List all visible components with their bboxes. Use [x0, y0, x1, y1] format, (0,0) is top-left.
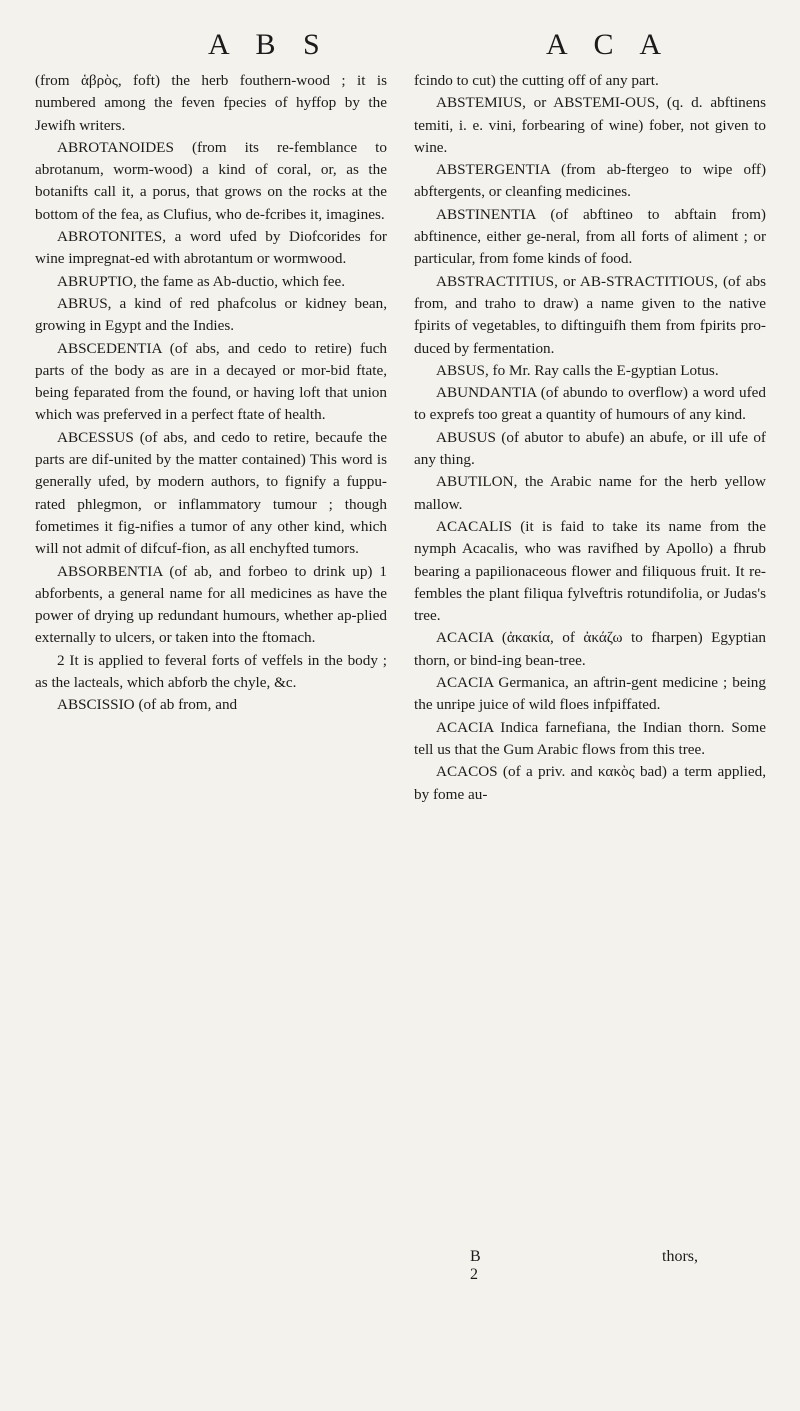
entry: ACACALIS (it is faid to take its name from the nymph Acacalis, who was ravifhed by Apollo) a fhrub bearing a papilionaceous flower and filiquous fruit. It re-fembles the plant filiqua fylveftris rotundifolia, or Judas's tree.: [414, 517, 766, 625]
entry: fcindo to cut) the cutting off of any part.: [414, 72, 659, 89]
entry: ABSTINENTIA (of abftineo to abftain from) abftinence, either ge-neral, from all forts of aliment ; or particular, from fome kinds of food.: [414, 205, 766, 268]
entry: ABSCISSIO (of ab from, and: [57, 696, 238, 714]
entry: ABROTANOIDES (from its re-femblance to abrotanum, worm-wood) a kind of coral, or, as the botanifts call it, a porus, that grows on the rocks at the bottom of the fea, as Clufius, who de-fcribes it, imagines.: [35, 138, 387, 223]
entry: 2 It is applied to feveral forts of veffels in the body ; as the lacteals, which abforb the chyle, &c.: [35, 651, 387, 692]
entry: ABSORBENTIA (of ab, and forbeo to drink up) 1 abforbents, a general name for all medicines as have the power of drying up redundant humours, whether ap-plied externally to ulcers, or taken into the ftomach.: [35, 562, 387, 647]
running-head-right: A C A: [546, 28, 672, 61]
entry: ABUNDANTIA (of abundo to overflow) a word ufed to exprefs too great a quantity of humours of any kind.: [414, 384, 766, 424]
entry: ABRUPTIO, the fame as Ab-ductio, which fee.: [57, 272, 346, 290]
entry: ABSTEMIUS, or ABSTEMI-OUS, (q. d. abftinens temiti, i. e. vini, forbearing of wine) fober, not given to wine.: [414, 94, 766, 156]
entry: (from ἁβρὸς, foft) the herb fouthern-wood ; it is numbered among the feven fpecies of hyffop by the Jewifh writers.: [35, 72, 387, 134]
entry: ABSTERGENTIA (from ab-ftergeo to wipe off) abftergents, or cleanfing medicines.: [414, 161, 766, 201]
entry: ACACOS (of a priv. and κακὸς bad) a term applied, by fome au-: [414, 763, 766, 803]
entry: ABRUS, a kind of red phafcolus or kidney bean, growing in Egypt and the Indies.: [35, 294, 387, 335]
right-column: [414, 70, 766, 806]
entry: ABUTILON, the Arabic name for the herb yellow mallow.: [414, 473, 766, 513]
left-column: [35, 70, 387, 717]
catchword: thors,: [662, 1248, 698, 1265]
entry: ABCESSUS (of abs, and cedo to retire, becaufe the parts are dif-united by the matter contained) This word is generally ufed, by modern authors, to fignify a fuppu-rated phlegmon, or inflammatory tumour ; though fometimes it fig-nifies a tumor of any other kind, which will not admit of difcuf-fion, as all enchyfted tumors.: [35, 428, 387, 558]
signature-mark: B 2: [470, 1248, 484, 1283]
entry: ABSCEDENTIA (of abs, and cedo to retire) fuch parts of the body as are in a decayed or mor-bid ftate, being feparated from the found, or having loft that union which was preferved in a perfect ftate of health.: [35, 339, 387, 424]
running-headers: [36, 28, 764, 68]
entry: ACACIA Indica farnefiana, the Indian thorn. Some tell us that the Gum Arabic flows from this tree.: [414, 718, 766, 758]
entry: ABSUS, fo Mr. Ray calls the E-gyptian Lotus.: [436, 361, 719, 379]
entry: ACACIA Germanica, an aftrin-gent medicine ; being the unripe juice of wild floes infpiffated.: [414, 674, 766, 714]
running-head-left: A B S: [208, 28, 330, 61]
entry: ABROTONITES, a word ufed by Diofcorides for wine impregnat-ed with abrotantum or wormwood.: [35, 228, 387, 268]
entry: ABSTRACTITIUS, or AB-STRACTITIOUS, (of abs from, and traho to draw) a name given to the native fpirits of vegetables, to diftinguifh them from fpirits pro-duced by fermentation.: [414, 272, 766, 357]
entry: ACACIA (ἀκακία, of ἀκάζω to fharpen) Egyptian thorn, or bind-ing bean-tree.: [414, 629, 766, 669]
entry: ABUSUS (of abutor to abufe) an abufe, or ill ufe of any thing.: [414, 428, 766, 469]
